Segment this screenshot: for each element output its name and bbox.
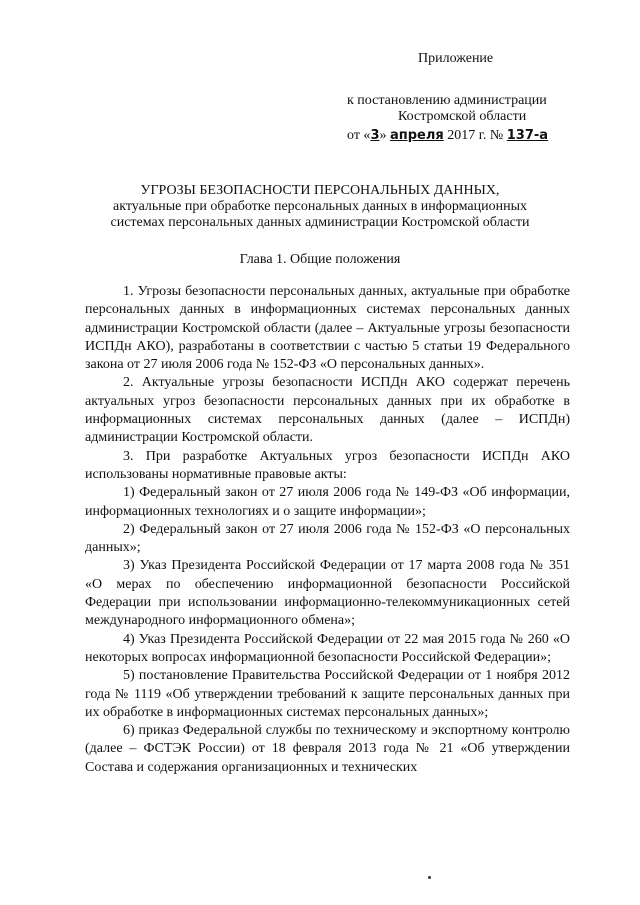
date-day: 3 (370, 128, 380, 143)
list-item: 4) Указ Президента Российской Федерации от 22 мая 2015 года № 260 «О некоторых вопросах информационной безопасности Российской Федерации»; (85, 631, 570, 665)
date-mid: » (379, 128, 387, 143)
doc-subtitle-line-2: системах персональных данных администрации Костромской области (110, 215, 530, 230)
list-item: 1) Федеральный закон от 27 июля 2006 года № 149-ФЗ «Об информации, информационных технологиях и о защите информации»; (85, 485, 570, 519)
date-month: апреля (389, 128, 444, 143)
document-body (85, 283, 570, 777)
list-item: 2) Федеральный закон от 27 июля 2006 года № 152-ФЗ «О персональных данных»; (85, 521, 570, 556)
list-item: 5) постановление Правительства Российской Федерации от 1 ноября 2012 года № 1119 «Об утверждении требований к защите персональных данных при их обработке в информационных системах персональных данных»; (85, 668, 570, 720)
date-year: 2017 г. № (447, 128, 504, 143)
doc-subtitle-line-1: актуальные при обработке персональных данных в информационных (113, 199, 527, 214)
chapter-heading: Глава 1. Общие положения (239, 252, 401, 267)
scan-speck (428, 876, 431, 879)
paragraph: 3. При разработке Актуальных угроз безопасности ИСПДн АКО использованы нормативные правовые акты: (85, 448, 570, 482)
list-item: 3) Указ Президента Российской Федерации от 17 марта 2008 года № 351 «О мерах по обеспечению информационной безопасности Российской Федерации при использовании информационно-телекоммуникационных сетей международного информационного обмена»; (85, 558, 570, 629)
doc-title: УГРОЗЫ БЕЗОПАСНОСТИ ПЕРСОНАЛЬНЫХ ДАННЫХ, (140, 183, 500, 198)
resolution-date-line (347, 128, 548, 144)
paragraph: 1. Угрозы безопасности персональных данных, актуальные при обработке персональных данных в информационных системах персональных данных администрации Костромской области (далее – Актуальные угрозы безопасности ИСПДн АКО), разработаны в соответствии с частью 5 статьи 19 Федерального закона от 27 июля 2006 года № 152-ФЗ «О персональных данных». (85, 284, 570, 373)
region-name: Костромской области (398, 109, 527, 124)
paragraph: 2. Актуальные угрозы безопасности ИСПДн АКО содержат перечень актуальных угроз безопасности персональных данных при их обработке в информационных системах персональных данных (далее – ИСПДн) администрации Костромской области. (85, 375, 570, 446)
list-item: 6) приказ Федеральной службы по техническому и экспортному контролю (далее – ФСТЭК России) от 18 февраля 2013 года № 21 «Об утверждении Состава и содержания организационных и технических (85, 723, 570, 775)
resolution-number: 137-а (506, 128, 549, 143)
date-prefix: от « (347, 128, 371, 143)
resolution-reference: к постановлению администрации (347, 93, 547, 108)
appendix-label: Приложение (418, 51, 494, 66)
